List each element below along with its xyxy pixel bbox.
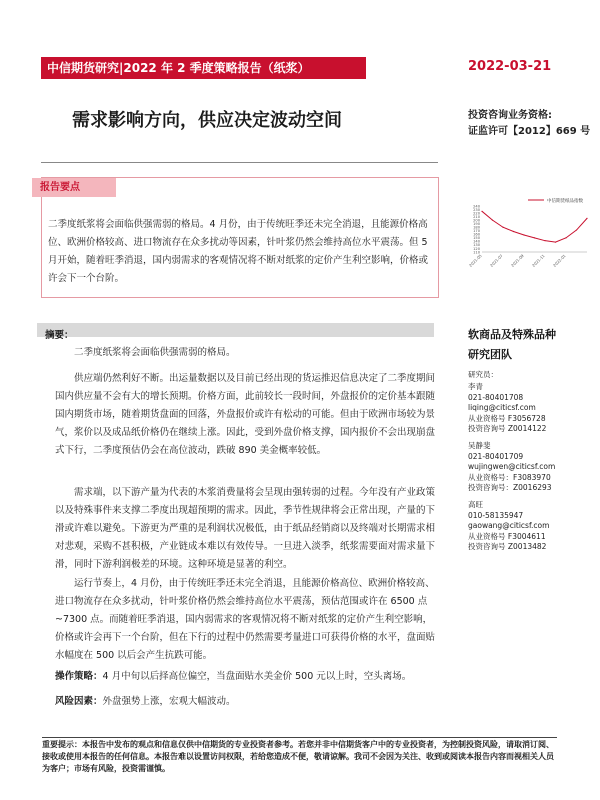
analyst-card [468,441,555,494]
analyst-license1: 从业资格号：F3083970 [468,472,551,482]
x-tick-label: 2021-09 [509,253,525,268]
credentials-line2: 证监许可【2012】669 号 [468,126,591,137]
analyst-license1: 从业资格号 F3056728 [468,413,546,423]
x-tick-label: 2021-07 [488,253,504,268]
y-tick-label: 230 [473,207,480,212]
paragraph-4: 运行节奏上，4 月份，由于传统旺季还未完全消退，且能源价格高位、欧洲价格较高、进口物流存在众多扰动，针叶浆价格仍然会维持高位水平震荡，预估范围或许在 6500 点~7300 点。而随着旺季消退，国内弱需求的客观情况将不断对纸浆的定价产生利空影响，价格或许会再下一个台阶，但在下行的过程中仍然需要考量进口可获得价格的水平，盘面贴水幅度在 500 以后会产生抗跌可能。 [55,578,436,661]
credentials [468,108,590,140]
y-tick-label: 210 [473,214,480,219]
x-tick-label: 2021-05 [467,253,483,268]
legend-label: 中信期货纸品指数 [547,199,583,204]
risk-label: 风险因素： [55,696,103,707]
y-tick-label: 220 [473,211,480,216]
y-tick-label: 130 [473,243,480,248]
risk-line [55,693,435,711]
analyst-phone: 010-58135947 [468,510,524,520]
team-title-line2: 研究团队 [468,348,512,361]
analyst-license2: 投资咨询号 Z0014122 [468,424,547,433]
analyst-email[interactable]: gaowang@citicsf.com [468,521,550,530]
series-points [481,211,587,243]
data-point [544,240,545,241]
abstract-bar [37,323,434,341]
data-point [502,227,503,228]
summary-tag [32,178,116,197]
report-date: 2022-03-21 [468,59,552,74]
analyst-name: 李青 [468,382,483,391]
team-title [468,325,556,365]
risk-text: 外盘强势上涨，宏观大幅波动。 [102,696,236,707]
data-point [513,231,514,232]
analyst-license1: 从业资格号 F3004611 [468,531,546,541]
analyst-name: 高旺 [468,500,483,509]
abstract-label: 摘要： [45,330,74,341]
y-tick-label: 150 [473,236,480,241]
analyst-phone: 021-80401709 [468,451,524,461]
data-point [534,237,535,238]
analyst-card [468,500,549,553]
analyst-email[interactable]: wujingwen@citicsf.com [468,462,556,471]
y-tick-label: 200 [473,218,480,223]
y-tick-label: 110 [473,250,480,255]
x-tick-label: 2022-01 [551,253,567,268]
y-tick-label: 120 [473,246,480,251]
index-line-chart [462,190,592,295]
data-point [586,218,587,219]
header-band-title: 中信期货研究|2022 年 2 季度策略报告（纸浆） [47,61,310,75]
disclaimer: 重要提示：本报告中发布的观点和信息仅供中信期货的专业投资者参考。若您并非中信期货客户中的专业投资者，为控制投资风险，请取消订阅、接收或使用本报告的任何信息。本报告难以设置访问权限，若给您造成不便，敬请谅解。我司不会因为关注、收到或阅读本报告内容而视相关人员为客户；市场有风险，投资需谨慎。 [42,740,554,773]
x-tick-label: 2021-11 [530,253,546,268]
analyst-license2: 投资咨询号：Z0016293 [468,483,552,492]
analyst-name: 吴静斐 [468,441,491,450]
paragraph-2: 供应端仍然利好不断。出运量数据以及目前已经出现的货运推迟信息决定了二季度期间国内供应量不会有大的增长预期。价格方面，此前较长一段时间，外盘报价的定价基本跟随国内期货市场，随着期货盘面的回落，外盘报价或许有松动的可能。但由于欧洲市场较为景气，浆价以及成品纸价格仍在继续上涨。因此，受到外盘价格支撑，国内报价不会出现崩盘式下行，二季度预估仍会在高位波动，跌破 890 美金概率较低。 [55,373,436,456]
header-band [41,57,366,79]
y-tick-label: 160 [473,232,480,237]
disclaimer-divider [42,737,557,738]
researcher-role: 研究员： [468,370,498,379]
analyst-card [468,382,546,435]
analyst-email[interactable]: liqing@citicsf.com [468,403,536,412]
credentials-line1: 投资咨询业务资格: [468,110,552,121]
page-title: 需求影响方向，供应决定波动空间 [72,110,342,131]
summary-tag-label: 报告要点 [40,182,80,193]
data-point [481,211,482,212]
strategy-text: 4 月中旬以后择高位偏空，当盘面贴水美金价 500 元以上时，空头离场。 [102,671,412,682]
data-point [576,229,577,230]
analyst-phone: 021-80401708 [468,392,524,402]
y-tick-label: 140 [473,239,480,244]
y-tick-label: 190 [473,221,480,226]
y-axis [473,204,481,254]
x-axis [468,253,567,268]
data-point [492,220,493,221]
paragraph-3: 需求端，以下游产量为代表的木浆消费量将会呈现由强转弱的过程。今年没有产业政策以及特殊事件来支撑二季度出现超预期的需求。因此，季节性规律将会正常出现，产量的下滑或许难以避免。下游更为严重的是利润状况极低，由于纸品经销商以及终端对长期需求相对悲观，采购不甚积极，产业链成本难以有效传导。一旦进入淡季，纸浆需要面对需求量下滑，同时下游利润极差的环境。这种环境是显著的利空。 [55,487,436,570]
y-tick-label: 170 [473,229,480,234]
analyst-license2: 投资咨询号 Z0013482 [468,542,547,551]
paragraph-1: 二季度纸浆将会面临供强需弱的格局。 [74,347,236,358]
data-point [565,237,566,238]
data-point [523,234,524,235]
data-point [555,241,556,242]
y-tick-label: 180 [473,225,480,230]
strategy-label: 操作策略： [55,671,103,682]
team-title-line1: 软商品及特殊品种 [468,328,556,341]
y-tick-label: 240 [473,204,480,209]
strategy-line [55,668,435,686]
divider [41,162,438,163]
summary-text: 二季度纸浆将会面临供强需弱的格局。4 月份，由于传统旺季还未完全消退，且能源价格高位、欧洲价格较高、进口物流存在众多扰动等因素，针叶浆仍然会维持高位水平震荡。但 5 月开始，随着旺季消退，国内弱需求的客观情况将不断对纸浆的定价产生利空影响，价格或许会下一个台阶。 [48,219,429,284]
